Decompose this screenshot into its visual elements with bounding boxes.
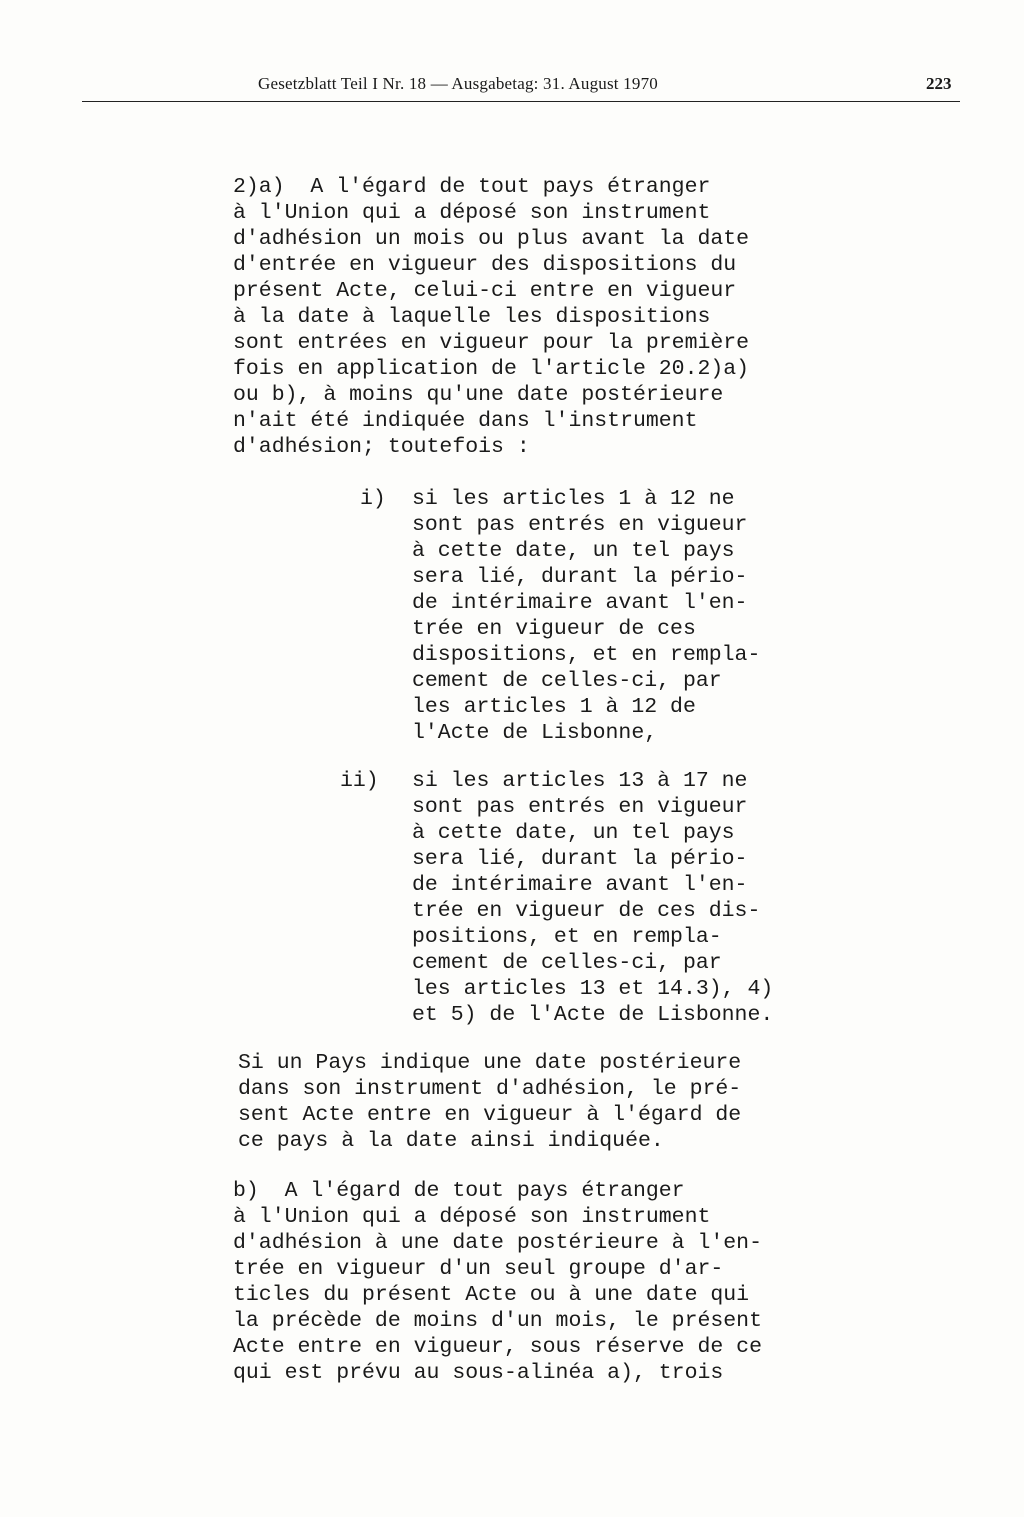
paragraph-2a: 2)a) A l'égard de tout pays étranger à l'Union qui a déposé son instrument d'adhésion un mois ou plus avant la date d'entrée en vigueur des dispositions du présent Acte, celui-ci entre en vigueur à la date à laquelle les dispositions sont entrées en vigueur pour la première fois en application de l'article 20.2)a) ou b), à moins qu'une date postérieure n'ait été indiquée dans l'instrument d'adhésion; toutefois : xyxy=(233,175,750,459)
page-header xyxy=(0,74,1024,98)
item-i-label: i) xyxy=(360,487,386,511)
header-divider xyxy=(82,101,960,102)
item-ii-text: si les articles 13 à 17 ne sont pas entrés en vigueur à cette date, un tel pays sera lié, durant la pério- de intérimaire avant l'en- trée en vigueur de ces dis- positions, et en rempla- cement de celles-ci, par les articles 13 et 14.3), 4) et 5) de l'Acte de Lisbonne. xyxy=(412,769,774,1027)
item-ii-label: ii) xyxy=(340,769,379,793)
page-number: 223 xyxy=(926,74,952,93)
gazette-header-title: Gesetzblatt Teil I Nr. 18 — Ausgabetag: 31. August 1970 xyxy=(258,74,658,93)
paragraph-2b: b) A l'égard de tout pays étranger à l'Union qui a déposé son instrument d'adhésion à une date postérieure à l'en- trée en vigueur d'un seul groupe d'ar- ticles du présent Acte ou à une date qui la précède de moins d'un mois, le présent Acte entre en vigueur, sous réserve de ce qui est prévu au sous-alinéa a), trois xyxy=(233,1179,762,1385)
paragraph-later-date: Si un Pays indique une date postérieure dans son instrument d'adhésion, le pré- sent Acte entre en vigueur à l'égard de ce pays à la date ainsi indiquée. xyxy=(238,1051,742,1153)
item-i-text: si les articles 1 à 12 ne sont pas entrés en vigueur à cette date, un tel pays sera lié, durant la pério- de intérimaire avant l'en- trée en vigueur de ces dispositions, et en rempla- cement de celles-ci, par les articles 1 à 12 de l'Acte de Lisbonne, xyxy=(412,487,761,745)
